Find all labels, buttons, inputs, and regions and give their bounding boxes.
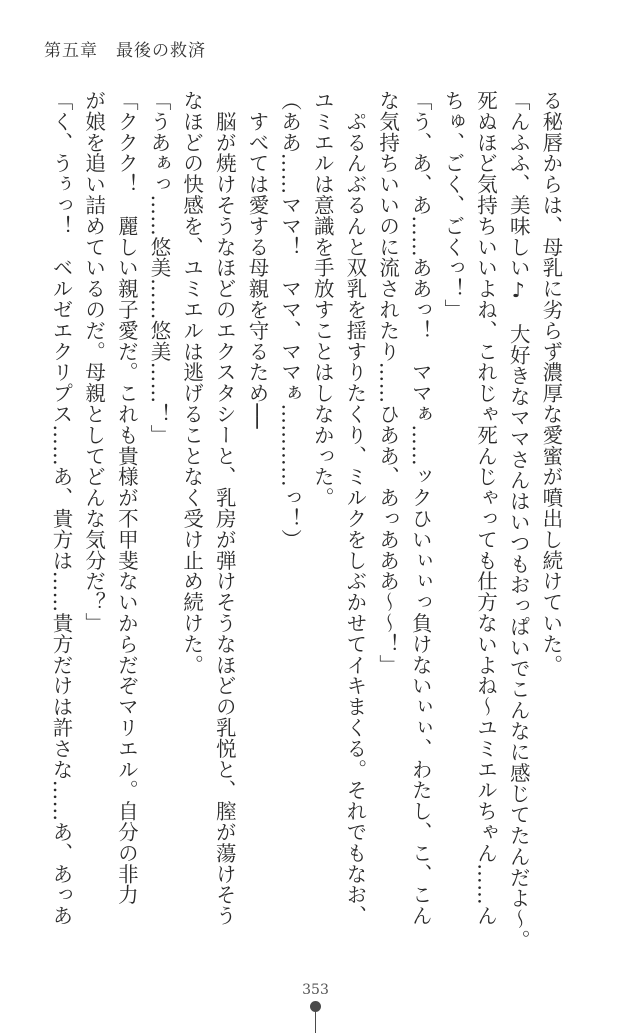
text-line: 「う、あ、あ……ああっ！ ママぁ……ックひいぃぃっ負けないぃぃ、わたし、こ、こん: [408, 90, 433, 926]
text-line: が娘を追い詰めているのだ。母親としてどんな気分だ？」: [81, 90, 106, 634]
page-number: 353: [302, 982, 329, 998]
text-line: ユミエルは意識を手放すことはしなかった。: [310, 90, 335, 508]
text-line: （ああ……ママ！ ママ、ママぁ…………っ！）: [277, 90, 302, 550]
text-line: 「うあぁっ……悠美……悠美……！」: [146, 90, 171, 446]
text-line: 「く、うぅっ！ ベルゼエクリプス……あ、貴方は……貴方だけは許さな……あ、あっあ: [49, 90, 73, 926]
text-line: な気持ちいいのに流されたり……ひああ、あっあああ～～！」: [375, 90, 400, 676]
vertical-text-body: [46, 90, 566, 960]
text-line: 「んふふ、美味しい♪ 大好きなママさんはいつもおっぱいでこんなに感じてたんだよ～。: [506, 90, 531, 951]
text-line: ぷるんぶるんと双乳を揺すりたくり、ミルクをしぶかせてイキまくる。それでもなお、: [342, 90, 367, 926]
folio-stem-ornament: [315, 1009, 316, 1033]
running-head-chapter-title: 第五章 最後の救済: [44, 41, 206, 61]
text-line: ちゅ、ごく、ごくっ！」: [440, 90, 465, 320]
text-line: なほどの快感を、ユミエルは逃げることなく受け止め続けた。: [179, 90, 204, 676]
text-line: 死ぬほど気持ちいいよね、これじゃ死んじゃっても仕方ないよね～ユミエルちゃん……ん: [473, 90, 498, 926]
text-line: 「ククク！ 麗しい親子愛だ。これも貴様が不甲斐ないからだぞマリエル。自分の非力: [114, 90, 139, 906]
text-line: すべては愛する母親を守るため──: [244, 90, 269, 429]
text-line: る秘唇からは、母乳に劣らず濃厚な愛蜜が噴出し続けていた。: [538, 90, 563, 676]
text-line: 脳が焼けそうなほどのエクスタシーと、乳房が弾けそうなほどの乳悦と、膣が蕩けそう: [212, 90, 237, 926]
